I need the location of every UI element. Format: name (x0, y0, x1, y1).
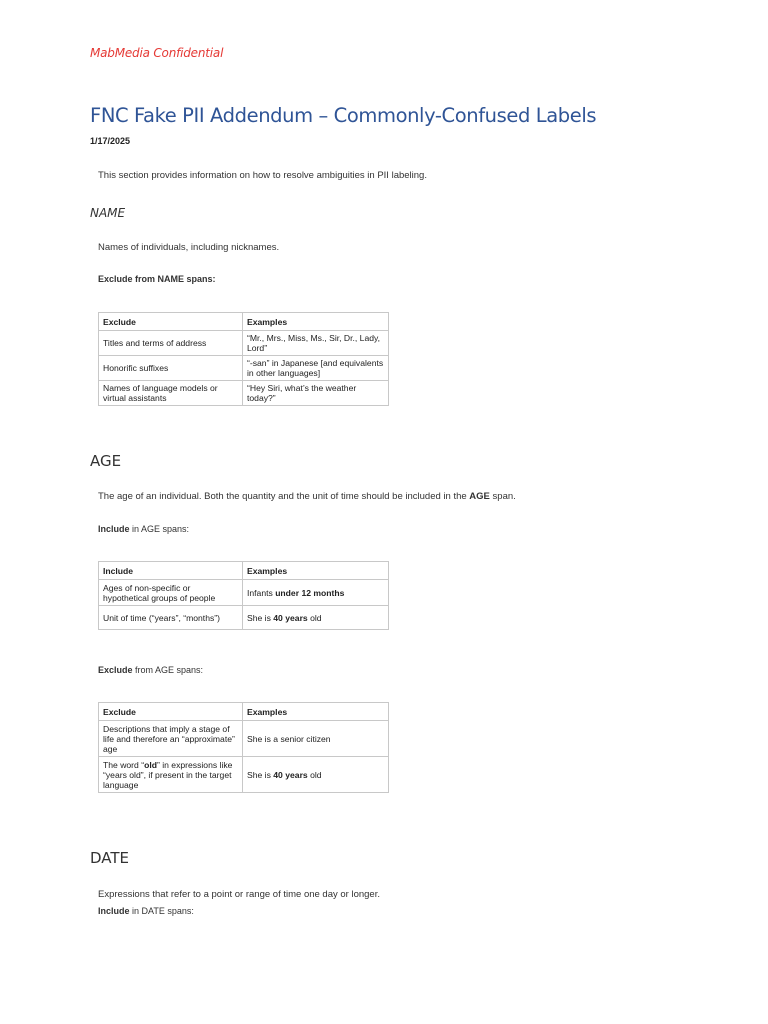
text-run: ” in expressions like “years old”, if present in the target language (103, 759, 233, 790)
table-header-cell: Exclude (99, 313, 243, 331)
table-header-row (99, 562, 389, 580)
text-run-bold: 40 years (273, 612, 308, 623)
table-row (99, 757, 389, 793)
intro-paragraph: This section provides information on how to resolve ambiguities in PII labeling. (98, 170, 427, 181)
date-description: Expressions that refer to a point or range of time one day or longer. (98, 889, 380, 900)
table-cell (243, 721, 389, 757)
text-run: old (307, 612, 322, 623)
document-date: 1/17/2025 (90, 136, 131, 146)
table-header-cell: Include (99, 562, 243, 580)
text-run: The word “ (103, 759, 145, 770)
text-run: Infants (247, 587, 276, 598)
table-cell: Unit of time (“years”, “months”) (99, 606, 243, 630)
age-include-lead (98, 524, 189, 534)
table-header-row (99, 313, 389, 331)
table-header-cell: Examples (243, 703, 389, 721)
date-heading: DATE (90, 849, 130, 867)
page-title: FNC Fake PII Addendum – Commonly-Confused Labels (90, 104, 597, 127)
text-run-bold: under 12 months (275, 587, 345, 598)
name-description: Names of individuals, including nicknames. (98, 242, 280, 253)
text-run: span. (489, 491, 516, 502)
table-cell: Titles and terms of address (99, 331, 243, 356)
age-exclude-lead (98, 665, 203, 675)
text-run-bold: Include (98, 524, 130, 534)
name-heading: NAME (90, 206, 126, 220)
table-header-cell: Examples (243, 313, 389, 331)
date-include-lead (98, 906, 194, 916)
table-row (99, 356, 389, 381)
table-cell (99, 757, 243, 793)
table-row (99, 381, 389, 406)
text-run-bold: Exclude (98, 665, 133, 675)
age-include-table (98, 561, 389, 630)
text-run-bold: AGE (469, 491, 490, 502)
table-cell (243, 580, 389, 606)
text-run: from AGE spans: (132, 665, 204, 675)
text-run-bold: old (144, 759, 157, 770)
text-run-bold: 40 years (273, 769, 308, 780)
table-cell: “Mr., Mrs., Miss, Ms., Sir, Dr., Lady, Lord” (243, 331, 389, 356)
table-row (99, 721, 389, 757)
text-run-bold: Include (98, 906, 130, 916)
table-cell: “-san” in Japanese [and equivalents in other languages] (243, 356, 389, 381)
table-cell (243, 606, 389, 630)
confidential-label: MabMedia Confidential (90, 46, 224, 60)
table-header-row (99, 703, 389, 721)
age-exclude-table (98, 702, 389, 793)
table-row (99, 606, 389, 630)
table-cell: Honorific suffixes (99, 356, 243, 381)
table-cell: Names of language models or virtual assistants (99, 381, 243, 406)
table-cell: “Hey Siri, what’s the weather today?” (243, 381, 389, 406)
text-run: She is a senior citizen (247, 733, 331, 744)
table-cell (243, 757, 389, 793)
name-exclude-lead: Exclude from NAME spans: (98, 274, 216, 284)
text-run: The age of an individual. Both the quantity and the unit of time should be included in the (98, 491, 470, 502)
table-cell: Ages of non-specific or hypothetical groups of people (99, 580, 243, 606)
text-run: old (307, 769, 322, 780)
text-run: Descriptions that imply a stage of life and therefore an “approximate” age (103, 723, 235, 754)
text-run: in AGE spans: (129, 524, 190, 534)
text-run: She is (247, 612, 274, 623)
table-header-cell: Examples (243, 562, 389, 580)
age-heading: AGE (90, 452, 122, 470)
table-cell (99, 721, 243, 757)
text-run: in DATE spans: (129, 906, 194, 916)
text-run: She is (247, 769, 274, 780)
table-row (99, 580, 389, 606)
name-exclude-table (98, 312, 389, 406)
table-row (99, 331, 389, 356)
table-header-cell: Exclude (99, 703, 243, 721)
age-description (98, 491, 516, 502)
